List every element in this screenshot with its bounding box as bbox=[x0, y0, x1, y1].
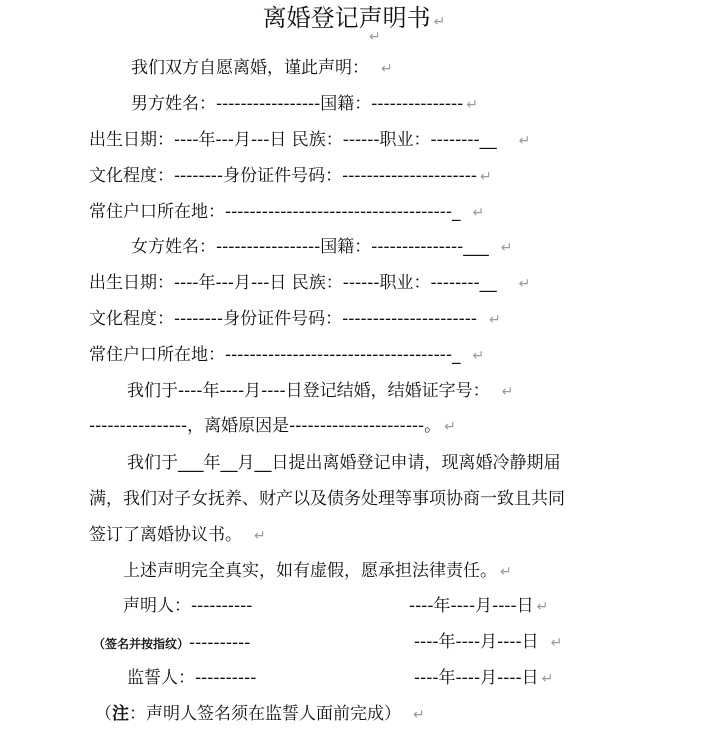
paragraph-mark-icon: ↵ bbox=[369, 29, 381, 45]
male-education-line bbox=[89, 166, 492, 187]
male-name-field: 男方姓名：-----------------国籍：--------------- bbox=[131, 94, 464, 114]
female-education-line bbox=[89, 309, 501, 330]
paragraph-mark-icon: ↵ bbox=[501, 384, 514, 400]
declarant-date-line bbox=[409, 596, 548, 617]
paragraph-mark-icon: ↵ bbox=[444, 419, 456, 435]
male-name-line bbox=[131, 94, 478, 115]
female-education-field: 文化程度：--------身份证件号码：---------------------- bbox=[89, 309, 478, 329]
marriage-line-1 bbox=[127, 381, 513, 402]
paragraph-mark-icon: ↵ bbox=[472, 205, 485, 221]
paragraph-mark-icon: ↵ bbox=[541, 671, 554, 687]
male-birth-line bbox=[89, 130, 530, 151]
sign-note-date-line bbox=[414, 632, 562, 653]
female-name-line bbox=[131, 237, 513, 258]
footnote-open-paren: （ bbox=[95, 704, 112, 724]
marriage-line-2 bbox=[89, 416, 456, 437]
paragraph-mark-icon: ↵ bbox=[413, 707, 425, 723]
paragraph-mark-icon: ↵ bbox=[254, 528, 266, 544]
paragraph-mark-icon: ↵ bbox=[489, 312, 501, 328]
witness-date-line bbox=[414, 668, 553, 689]
footnote-note-label: 注 bbox=[112, 704, 129, 724]
footnote-text: ：声明人签名须在监誓人面前完成） bbox=[129, 704, 401, 724]
female-address-line bbox=[89, 345, 484, 366]
application-line-3 bbox=[89, 525, 266, 546]
application-text: 我们于___年__月__日提出离婚登记申请，现离婚冷静期届 bbox=[127, 453, 561, 473]
declarant-date-field: ----年----月----日 bbox=[409, 596, 534, 616]
sign-note-blank-field: ---------- bbox=[189, 633, 251, 653]
paragraph-mark-icon: ↵ bbox=[536, 599, 549, 615]
paragraph-mark-icon: ↵ bbox=[480, 169, 492, 185]
female-birth-line bbox=[89, 273, 530, 294]
paragraph-mark-icon: ↵ bbox=[500, 564, 512, 580]
truth-statement-line bbox=[123, 561, 512, 582]
witness-signature-field: 监誓人：---------- bbox=[127, 668, 257, 688]
empty-paragraph bbox=[366, 26, 381, 47]
male-birth-field: 出生日期：----年---月---日 民族：------职业：--------__ bbox=[89, 130, 497, 150]
application-text: 满，我们对子女抚养、财产以及债务处理等事项协商一致且共同 bbox=[89, 489, 565, 509]
paragraph-mark-icon: ↵ bbox=[466, 97, 479, 113]
female-birth-field: 出生日期：----年---月---日 民族：------职业：--------__ bbox=[89, 273, 497, 293]
sign-note-line bbox=[93, 633, 250, 654]
witness-signature-line bbox=[127, 668, 256, 688]
female-name-field: 女方姓名：-----------------国籍：---------------___ bbox=[131, 237, 489, 257]
intro-line bbox=[131, 58, 393, 79]
paragraph-mark-icon: ↵ bbox=[433, 14, 446, 30]
title-text: 离婚登记声明书 bbox=[262, 4, 431, 32]
application-text: 签订了离婚协议书。 bbox=[89, 525, 242, 545]
intro-text: 我们双方自愿离婚，谨此声明： bbox=[131, 58, 369, 78]
paragraph-mark-icon: ↵ bbox=[518, 133, 531, 149]
paragraph-mark-icon: ↵ bbox=[550, 635, 563, 651]
divorce-reason-field: ----------------，离婚原因是----------------------。 bbox=[89, 416, 442, 436]
paragraph-mark-icon: ↵ bbox=[472, 348, 485, 364]
paragraph-mark-icon: ↵ bbox=[381, 61, 393, 77]
footnote-line bbox=[95, 704, 425, 725]
sign-note-text: （签名并按指纹） bbox=[93, 637, 190, 651]
marriage-date-field: 我们于----年----月----日登记结婚，结婚证字号： bbox=[127, 381, 490, 401]
application-line-2 bbox=[89, 489, 565, 509]
document-title bbox=[0, 2, 708, 38]
truth-statement-text: 上述声明完全真实，如有虚假，愿承担法律责任。 bbox=[123, 561, 497, 581]
witness-date-field: ----年----月----日 bbox=[414, 668, 539, 688]
sign-note-date-field: ----年----月----日 bbox=[414, 632, 539, 652]
male-address-field: 常住户口所在地：-------------------------------------_ bbox=[89, 202, 461, 222]
male-address-line bbox=[89, 202, 484, 223]
female-address-field: 常住户口所在地：-------------------------------------_ bbox=[89, 345, 461, 365]
paragraph-mark-icon: ↵ bbox=[518, 276, 531, 292]
male-education-field: 文化程度：--------身份证件号码：---------------------- bbox=[89, 166, 478, 186]
paragraph-mark-icon: ↵ bbox=[500, 240, 513, 256]
declarant-signature-field: 声明人：---------- bbox=[123, 596, 253, 616]
declarant-signature-line bbox=[123, 596, 252, 616]
application-line-1 bbox=[127, 453, 561, 473]
